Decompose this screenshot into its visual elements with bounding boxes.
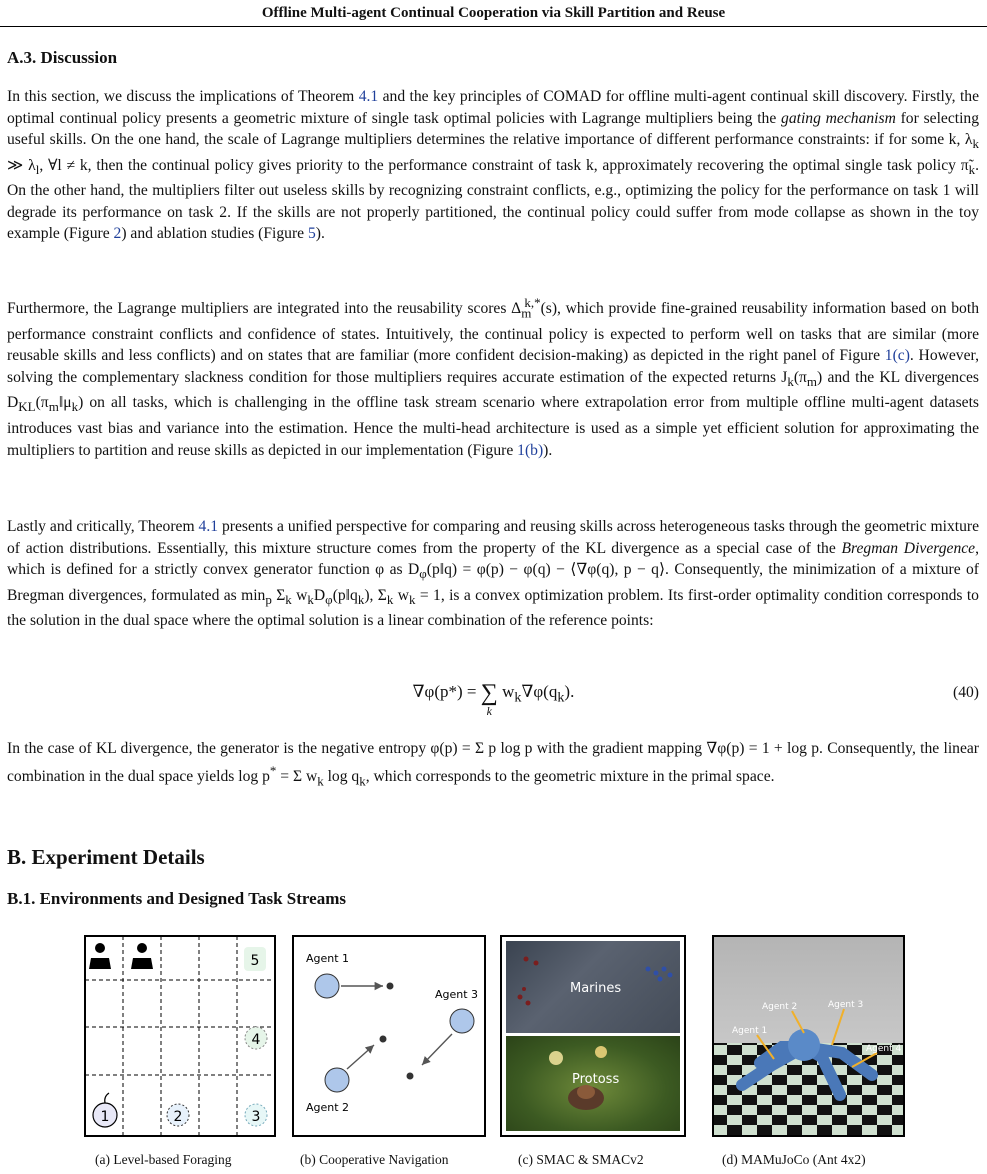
food-level-2: 2: [173, 1109, 183, 1125]
agent1-label: Agent 1: [306, 952, 350, 965]
figure-ref[interactable]: 1(c): [884, 347, 910, 365]
caption-c: (c) SMAC & SMACv2: [518, 1152, 644, 1167]
ant-agent2-label: Agent 2: [762, 1002, 798, 1012]
landmark: [380, 1036, 387, 1043]
agent1-circle: [315, 974, 339, 998]
figure-ref[interactable]: 2: [113, 225, 122, 243]
theorem-ref[interactable]: 4.1: [198, 518, 219, 535]
protoss-label: Protoss: [572, 1072, 620, 1087]
equation-number: (40): [953, 684, 979, 701]
caption-a: (a) Level-based Foraging: [95, 1152, 232, 1167]
food-level-3: 3: [251, 1109, 261, 1125]
smac-panel: [500, 935, 686, 1137]
paragraph-3: Lastly and critically, Theorem 4.1 presents a unified perspective for comparing and reusing skills across heterogeneous tasks through the geometric mixture of action distributions. Essentially, this mixture structure comes from the property of the KL divergence as a special case of the Bregman Divergence, which is defined for a strictly convex generator function φ as $D_\varphi(p‖q) = \varphi(p) - \varphi(q)$ − ⟨∇φ(q), p − q⟩. Consequently, the minimization of a mixture of Bregman divergences, formulated as $\min_p \Sigma_k$ $w_kD_\varphi(p‖q_k)$, $\Sigma_k$ $w_k = 1$, is a convex optimization problem. Its first-order optimality condition corresponds to the solution in the dual space where the optimal solution is a linear combination of the reference points:: [7, 518, 980, 630]
section-a3-title: A.3. Discussion: [7, 48, 118, 67]
running-title: Offline Multi-agent Continual Cooperation via Skill Partition and Reuse: [0, 0, 987, 27]
ant-agent4-label: Agent 4: [866, 1044, 902, 1054]
section-b-title: B. Experiment Details: [7, 845, 205, 869]
caption-d: (d) MAMuJoCo (Ant 4x2): [722, 1152, 866, 1167]
agent2-label: Agent 2: [306, 1101, 350, 1114]
figure-ref[interactable]: 5: [307, 225, 316, 243]
ant-agent1-label: Agent 1: [732, 1026, 768, 1036]
theorem-ref[interactable]: 4.1: [358, 88, 379, 105]
marines-image: [506, 941, 680, 1033]
paragraph-4: In the case of KL divergence, the generator is the negative entropy φ(p) = Σ p log p with the gradient mapping ∇φ(p) = 1 + log p. Consequently, the linear combination in the dual space yields log p* = Σ $w_k$ $\log q_k$, which corresponds to the geometric mixture in the primal space.: [7, 740, 979, 788]
marines-label: Marines: [570, 981, 622, 996]
paragraph-2: Furthermore, the Lagrange multipliers are integrated into the reusability scores $\Delta_m^{k,*}(s)$, which provide fine-grained reusability information based on both performance constraint conflicts and confidence of states. Intuitively, the continual policy is expected to perform well on tasks that are similar (more reusable skills and less conflicts) and on states that are familiar (more confident decision-making) as depicted in the right panel of Figure 1(c). However, solving the complementary slackness condition for those multipliers requires accurate estimation of the expected returns $J_k(\pi_m)$ and the KL divergences $D_{KL}(\pi_m‖\mu_k)$ on all tasks, which is challenging in the offline task stream scenario where extrapolation error from multiple offline multi-agent datasets introduces vast bias and variance into the estimation. Hence the multi-head architecture is used as a simple yet efficient solution for approximating the multipliers to partition and reuse skills as depicted in our implementation (Figure 1(b)).: [7, 295, 979, 459]
section-b1-title: B.1. Environments and Designed Task Streams: [7, 889, 346, 908]
food-level-5: 5: [250, 953, 260, 969]
figure-ref[interactable]: 1(b): [517, 441, 544, 459]
ant-torso: [788, 1029, 820, 1061]
lbf-panel: [84, 935, 276, 1137]
food-level-4: 4: [251, 1032, 261, 1048]
equation-40: ∇φ(p*) = ∑ k $w_k\nabla\varphi(q_k)$. (40): [412, 680, 979, 718]
caption-b: (b) Cooperative Navigation: [300, 1152, 449, 1167]
landmark: [387, 983, 394, 990]
food-level-1: 1: [100, 1109, 110, 1125]
protoss-image: [506, 1036, 680, 1131]
agent2-circle: [325, 1068, 349, 1092]
agent3-label: Agent 3: [435, 988, 479, 1001]
agent3-circle: [450, 1009, 474, 1033]
ant-agent3-label: Agent 3: [828, 1000, 864, 1010]
landmark: [407, 1073, 414, 1080]
nav-panel: [292, 935, 486, 1137]
paragraph-1: In this section, we discuss the implications of Theorem 4.1 and the key principles of COMAD for offline multi-agent continual skill discovery. Firstly, the optimal continual policy presents a geometric mixture of single task optimal policies with Lagrange multipliers being the gating mechanism for selecting useful skills. On the one hand, the scale of Lagrange multipliers determines the relative importance of different performance constraints: if for some k, $\lambda_k$ ≫ $\lambda_l$, ∀l ≠ k, then the continual policy gives priority to the performance constraint of task k, approximately recovering the optimal single task policy $\pĩ_k$. On the other hand, the multipliers filter out useless skills by recognizing constraint conflicts, e.g., optimizing the policy for the performance on task 1 will degrade its performance on task 2. If the skills are not properly partitioned, the continual policy could suffer from mode collapse as shown in the toy example (Figure 2) and ablation studies (Figure 5).: [7, 88, 980, 243]
mujoco-panel: [712, 935, 905, 1137]
